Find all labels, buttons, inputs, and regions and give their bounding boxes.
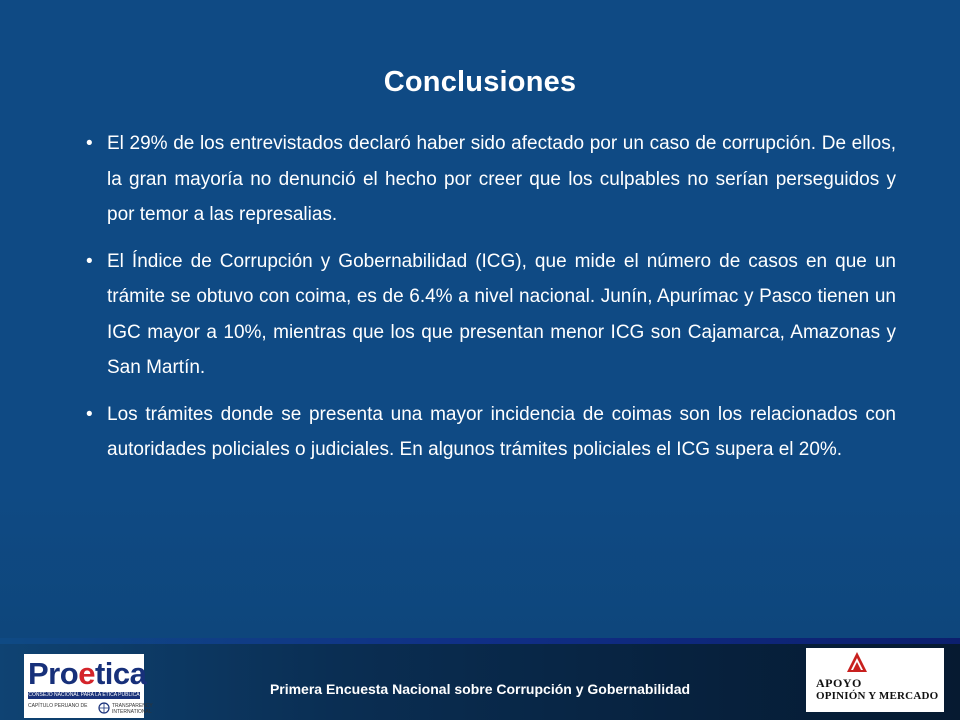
proetica-logo <box>24 654 153 718</box>
apoyo-subtitle: OPINIÓN Y MERCADO <box>816 690 939 702</box>
apoyo-emblem-icon <box>846 651 868 673</box>
bullet-marker: • <box>86 403 93 425</box>
bullet-marker: • <box>86 133 93 154</box>
apoyo-wordmark: APOYO <box>816 676 862 690</box>
bullet-text: El 29% de los entrevistados declaró haber sido afectado por un caso de corrupción. De ellos, la gran mayoría no denunció el hecho por creer que los culpables no serían perseguidos y por temor a las represalias. <box>107 133 896 225</box>
slide-title: Conclusiones <box>383 66 577 98</box>
proetica-subtitle: CONSEJO NACIONAL PARA LA ÉTICA PÚBLICA <box>28 692 140 698</box>
bullet-text: El Índice de Corrupción y Gobernabilidad (ICG), que mide el número de casos en que un trámite se obtuvo con coima, es de 6.4% a nivel nacional. Junín, Apurímac y Pasco tienen un IGC mayor a 10%, mientras que los que presentan menor ICG son Cajamarca, Amazonas y San Martín. <box>107 250 896 378</box>
proetica-wordmark: Proetica <box>28 656 147 691</box>
transparency-text: TRANSPARENCY INTERNATIONAL <box>112 703 153 715</box>
footer-title: Primera Encuesta Nacional sobre Corrupción y Gobernabilidad <box>269 681 691 697</box>
bullet-item <box>86 397 896 468</box>
proetica-chapter-text: CAPÍTULO PERUANO DE <box>28 703 88 709</box>
apoyo-logo <box>806 648 944 712</box>
bullet-item <box>86 244 896 386</box>
footer-divider <box>0 638 960 644</box>
bullet-marker: • <box>86 250 93 272</box>
globe-icon <box>98 702 110 714</box>
bullet-item <box>86 126 896 233</box>
bullet-list <box>86 126 896 479</box>
bullet-text: Los trámites donde se presenta una mayor incidencia de coimas son los relacionados con autoridades policiales o judiciales. En algunos trámites policiales el ICG supera el 20%. <box>107 403 896 460</box>
